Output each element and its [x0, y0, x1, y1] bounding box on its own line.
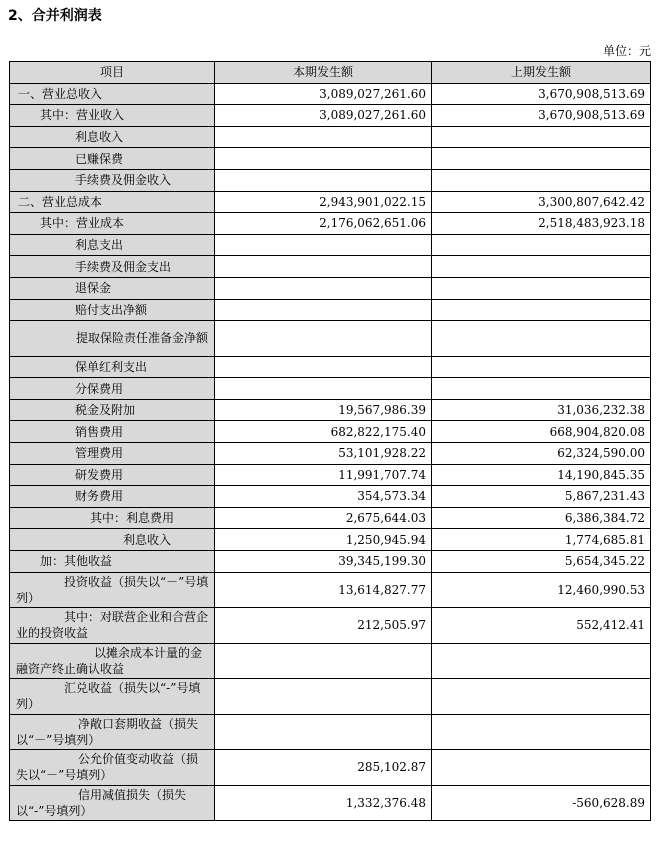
row-label: 赔付支出净额 — [10, 299, 215, 321]
income-statement-table — [9, 61, 651, 821]
row-label: 利息收入 — [10, 126, 215, 148]
table-row — [10, 105, 651, 127]
row-current — [215, 679, 432, 715]
table-row — [10, 464, 651, 486]
table-row — [10, 126, 651, 148]
row-current: 2,943,901,022.15 — [215, 191, 432, 213]
row-label: 财务费用 — [10, 486, 215, 508]
row-prior: 2,518,483,923.18 — [432, 213, 651, 235]
row-prior — [432, 643, 651, 679]
row-label: 二、营业总成本 — [10, 191, 215, 213]
table-row — [10, 277, 651, 299]
row-label: 净敞口套期收益（损失以“－”号填列） — [10, 714, 215, 750]
table-row — [10, 378, 651, 400]
row-current: 682,822,175.40 — [215, 421, 432, 443]
table-row — [10, 213, 651, 235]
row-current: 212,505.97 — [215, 608, 432, 644]
row-prior: 1,774,685.81 — [432, 529, 651, 551]
table-row — [10, 256, 651, 278]
row-label: 手续费及佣金支出 — [10, 256, 215, 278]
row-label: 分保费用 — [10, 378, 215, 400]
row-current — [215, 234, 432, 256]
table-row — [10, 169, 651, 191]
table-row — [10, 550, 651, 572]
row-label: 以摊余成本计量的金融资产终止确认收益 — [10, 643, 215, 679]
row-label: 汇兑收益（损失以“-”号填列） — [10, 679, 215, 715]
row-prior: -560,628.89 — [432, 785, 651, 821]
table-header-row — [10, 62, 651, 84]
row-prior — [432, 126, 651, 148]
table-row — [10, 299, 651, 321]
row-prior — [432, 256, 651, 278]
row-label: 其中：营业成本 — [10, 213, 215, 235]
header-item: 项目 — [10, 62, 215, 84]
table-row — [10, 785, 651, 821]
table-row — [10, 421, 651, 443]
row-prior: 31,036,232.38 — [432, 399, 651, 421]
table-row — [10, 714, 651, 750]
row-current — [215, 321, 432, 357]
table-row — [10, 148, 651, 170]
row-prior — [432, 321, 651, 357]
header-prior: 上期发生额 — [432, 62, 651, 84]
table-row — [10, 486, 651, 508]
row-label: 提取保险责任准备金净额 — [10, 321, 215, 357]
row-label: 公允价值变动收益（损失以“－”号填列） — [10, 750, 215, 786]
row-current: 11,991,707.74 — [215, 464, 432, 486]
row-prior — [432, 750, 651, 786]
row-label: 税金及附加 — [10, 399, 215, 421]
row-prior: 3,300,807,642.42 — [432, 191, 651, 213]
row-current — [215, 714, 432, 750]
row-current — [215, 356, 432, 378]
row-current: 285,102.87 — [215, 750, 432, 786]
row-prior — [432, 234, 651, 256]
table-row — [10, 321, 651, 357]
row-current: 2,675,644.03 — [215, 507, 432, 529]
row-label: 管理费用 — [10, 443, 215, 465]
row-prior — [432, 277, 651, 299]
row-label: 退保金 — [10, 277, 215, 299]
table-row — [10, 608, 651, 644]
row-label: 利息支出 — [10, 234, 215, 256]
row-current — [215, 299, 432, 321]
row-prior: 6,386,384.72 — [432, 507, 651, 529]
row-current: 1,332,376.48 — [215, 785, 432, 821]
row-current: 3,089,027,261.60 — [215, 83, 432, 105]
row-prior — [432, 169, 651, 191]
row-prior: 552,412.41 — [432, 608, 651, 644]
row-current: 53,101,928.22 — [215, 443, 432, 465]
table-row — [10, 234, 651, 256]
table-row — [10, 679, 651, 715]
row-prior — [432, 299, 651, 321]
row-current — [215, 378, 432, 400]
row-current — [215, 148, 432, 170]
row-label: 研发费用 — [10, 464, 215, 486]
row-prior: 3,670,908,513.69 — [432, 105, 651, 127]
row-prior: 14,190,845.35 — [432, 464, 651, 486]
row-prior: 12,460,990.53 — [432, 572, 651, 608]
row-prior — [432, 679, 651, 715]
table-row — [10, 507, 651, 529]
table-row — [10, 443, 651, 465]
row-current — [215, 256, 432, 278]
row-label: 利息收入 — [10, 529, 215, 551]
row-prior — [432, 378, 651, 400]
row-current: 354,573.34 — [215, 486, 432, 508]
row-prior — [432, 714, 651, 750]
row-prior: 62,324,590.00 — [432, 443, 651, 465]
row-label: 手续费及佣金收入 — [10, 169, 215, 191]
row-label: 信用减值损失（损失以“-”号填列） — [10, 785, 215, 821]
table-row — [10, 643, 651, 679]
row-label: 销售费用 — [10, 421, 215, 443]
page-title: 2、合并利润表 — [8, 8, 102, 24]
row-label: 其中：对联营企业和合营企业的投资收益 — [10, 608, 215, 644]
row-current: 1,250,945.94 — [215, 529, 432, 551]
table-row — [10, 191, 651, 213]
header-current: 本期发生额 — [215, 62, 432, 84]
row-prior — [432, 356, 651, 378]
table-row — [10, 399, 651, 421]
row-current: 19,567,986.39 — [215, 399, 432, 421]
row-current: 2,176,062,651.06 — [215, 213, 432, 235]
row-prior — [432, 148, 651, 170]
row-prior: 3,670,908,513.69 — [432, 83, 651, 105]
table-row — [10, 356, 651, 378]
row-prior: 5,867,231.43 — [432, 486, 651, 508]
row-current — [215, 126, 432, 148]
row-label: 其中：利息费用 — [10, 507, 215, 529]
row-label: 保单红利支出 — [10, 356, 215, 378]
row-label: 加：其他收益 — [10, 550, 215, 572]
row-label: 投资收益（损失以“－”号填列） — [10, 572, 215, 608]
row-label: 一、营业总收入 — [10, 83, 215, 105]
table-row — [10, 572, 651, 608]
unit-label: 单位：元 — [602, 44, 651, 58]
row-current — [215, 643, 432, 679]
row-prior: 5,654,345.22 — [432, 550, 651, 572]
row-label: 其中：营业收入 — [10, 105, 215, 127]
table-row — [10, 529, 651, 551]
row-current: 39,345,199.30 — [215, 550, 432, 572]
row-current — [215, 277, 432, 299]
row-current — [215, 169, 432, 191]
table-row — [10, 83, 651, 105]
row-prior: 668,904,820.08 — [432, 421, 651, 443]
table-row — [10, 750, 651, 786]
row-current: 13,614,827.77 — [215, 572, 432, 608]
row-label: 已赚保费 — [10, 148, 215, 170]
row-current: 3,089,027,261.60 — [215, 105, 432, 127]
